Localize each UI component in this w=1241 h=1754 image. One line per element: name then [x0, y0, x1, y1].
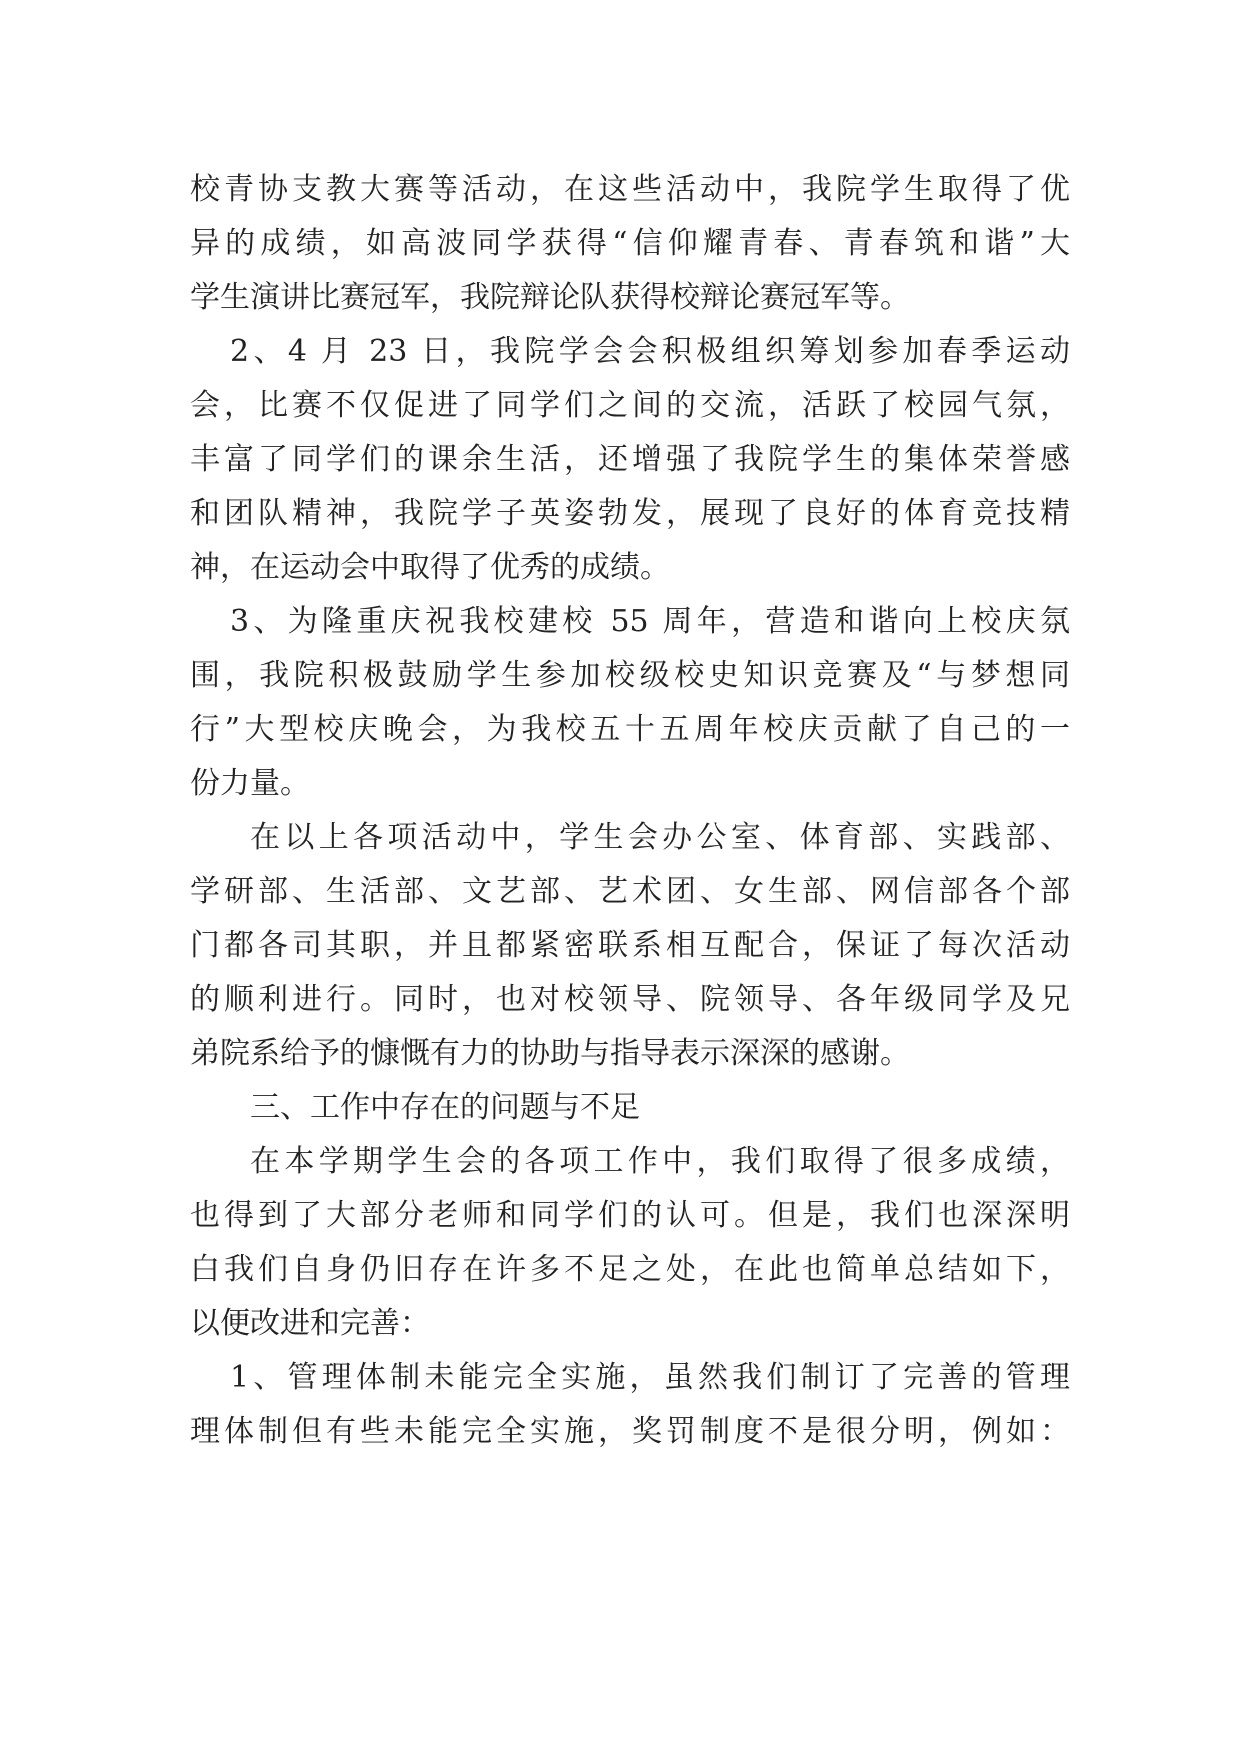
text-line: 围，我院积极鼓励学生参加校级校史知识竞赛及“与梦想同 — [190, 658, 1070, 693]
text-line: 2、4 月 23 日，我院学会会积极组织筹划参加春季运动 — [230, 334, 1070, 369]
section-heading: 三、工作中存在的问题与不足 — [250, 1090, 640, 1125]
text-line: 校青协支教大赛等活动，在这些活动中，我院学生取得了优 — [190, 172, 1070, 207]
text-line: 也得到了大部分老师和同学们的认可。但是，我们也深深明 — [190, 1198, 1070, 1233]
text-line: 丰富了同学们的课余生活，还增强了我院学生的集体荣誉感 — [190, 442, 1070, 477]
text-line: 弟院系给予的慷慨有力的协助与指导表示深深的感谢。 — [190, 1036, 910, 1071]
text-line: 行”大型校庆晚会，为我校五十五周年校庆贡献了自己的一 — [190, 712, 1070, 747]
text-line: 白我们自身仍旧存在许多不足之处，在此也简单总结如下， — [190, 1252, 1070, 1287]
text-line: 以便改进和完善： — [190, 1306, 430, 1341]
text-line: 学研部、生活部、文艺部、艺术团、女生部、网信部各个部 — [190, 874, 1070, 909]
text-line: 的顺利进行。同时，也对校领导、院领导、各年级同学及兄 — [190, 982, 1070, 1017]
text-line: 神，在运动会中取得了优秀的成绩。 — [190, 550, 670, 585]
text-line: 会，比赛不仅促进了同学们之间的交流，活跃了校园气氛， — [190, 388, 1070, 423]
text-line: 理体制但有些未能完全实施，奖罚制度不是很分明，例如： — [190, 1414, 1070, 1449]
text-line: 学生演讲比赛冠军，我院辩论队获得校辩论赛冠军等。 — [190, 280, 910, 315]
text-line: 1、管理体制未能完全实施，虽然我们制订了完善的管理 — [230, 1360, 1070, 1395]
text-line: 3、为隆重庆祝我校建校 55 周年，营造和谐向上校庆氛 — [230, 604, 1070, 639]
text-line: 份力量。 — [190, 766, 310, 801]
text-line: 和团队精神，我院学子英姿勃发，展现了良好的体育竞技精 — [190, 496, 1070, 531]
text-line: 在以上各项活动中，学生会办公室、体育部、实践部、 — [250, 820, 1070, 855]
text-line: 门都各司其职，并且都紧密联系相互配合，保证了每次活动 — [190, 928, 1070, 963]
text-line: 在本学期学生会的各项工作中，我们取得了很多成绩， — [250, 1144, 1070, 1179]
text-line: 异的成绩，如高波同学获得“信仰耀青春、青春筑和谐”大 — [190, 226, 1070, 261]
body-text — [190, 163, 1070, 1459]
